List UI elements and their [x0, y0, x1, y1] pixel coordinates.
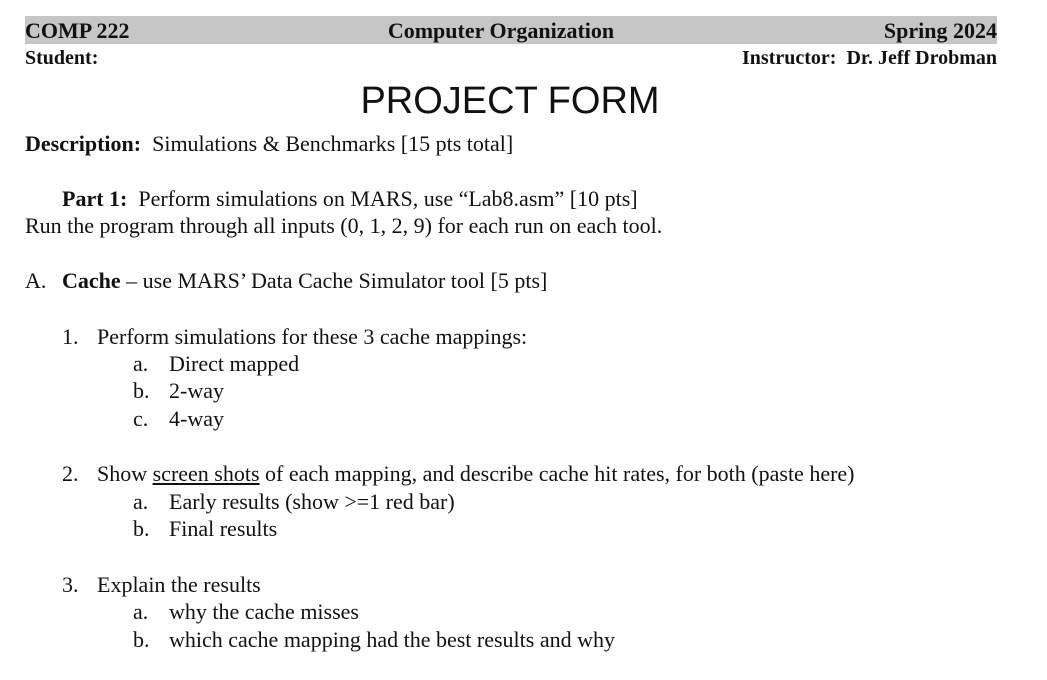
- item-number: 3.: [62, 572, 79, 597]
- sub-item-letter: c.: [133, 406, 149, 431]
- item-number: 2.: [62, 461, 79, 486]
- instructor-label: Instructor:: [742, 47, 837, 69]
- item-text-before: Show: [97, 461, 153, 486]
- description-label: Description:: [25, 131, 142, 156]
- sub-item-text: why the cache misses: [169, 599, 359, 624]
- page-title: PROJECT FORM: [360, 80, 660, 122]
- sub-item-letter: b.: [133, 516, 150, 541]
- sub-item-letter: b.: [133, 378, 150, 403]
- part1-label: Part 1:: [62, 186, 128, 211]
- sub-item-text: Final results: [169, 516, 278, 541]
- sub-list-item: [133, 488, 455, 516]
- sub-item-text: which cache mapping had the best results and why: [169, 627, 615, 652]
- instructor-line: [742, 46, 997, 70]
- sub-item-text: 4-way: [169, 406, 224, 431]
- term: Spring 2024: [883, 18, 997, 43]
- list-item: [62, 323, 527, 351]
- sub-item-text: Direct mapped: [169, 351, 300, 376]
- section-a-text: – use MARS’ Data Cache Simulator tool [5 pts]: [120, 268, 548, 293]
- section-a-marker: A.: [25, 268, 47, 293]
- section-a-heading: [25, 267, 547, 295]
- item-text-after: of each mapping, and describe cache hit rates, for both (paste here): [259, 461, 855, 486]
- sub-item-letter: b.: [133, 627, 150, 652]
- instructor-name: Dr. Jeff Drobman: [846, 47, 997, 69]
- description-line: [25, 130, 513, 158]
- sub-item-letter: a.: [133, 351, 149, 376]
- sub-item-letter: a.: [133, 489, 149, 514]
- sub-list-item: [133, 405, 224, 433]
- sub-list-item: [133, 350, 299, 378]
- list-item: [62, 571, 261, 599]
- sub-list-item: [133, 377, 224, 405]
- sub-list-item: [133, 515, 277, 543]
- sub-list-item: [133, 626, 615, 654]
- item-number: 1.: [62, 324, 79, 349]
- description-text: Simulations & Benchmarks [15 pts total]: [152, 131, 514, 156]
- student-label: Student:: [25, 47, 99, 69]
- section-a-label: Cache: [62, 268, 121, 293]
- list-item: [62, 460, 855, 488]
- sub-item-text: Early results (show >=1 red bar): [169, 489, 455, 514]
- part1-run-instructions: Run the program through all inputs (0, 1, 2, 9) for each run on each tool.: [25, 213, 663, 238]
- course-title: Computer Organization: [387, 18, 615, 43]
- sub-item-letter: a.: [133, 599, 149, 624]
- part1-text: Perform simulations on MARS, use “Lab8.asm” [10 pts]: [138, 186, 638, 211]
- item-text: Explain the results: [97, 572, 261, 597]
- item-text: Perform simulations for these 3 cache mappings:: [97, 324, 528, 349]
- part1-heading: [62, 185, 638, 213]
- screen-shots-text: screen shots: [152, 461, 260, 486]
- course-code: COMP 222: [25, 18, 130, 43]
- sub-list-item: [133, 598, 359, 626]
- sub-item-text: 2-way: [169, 378, 224, 403]
